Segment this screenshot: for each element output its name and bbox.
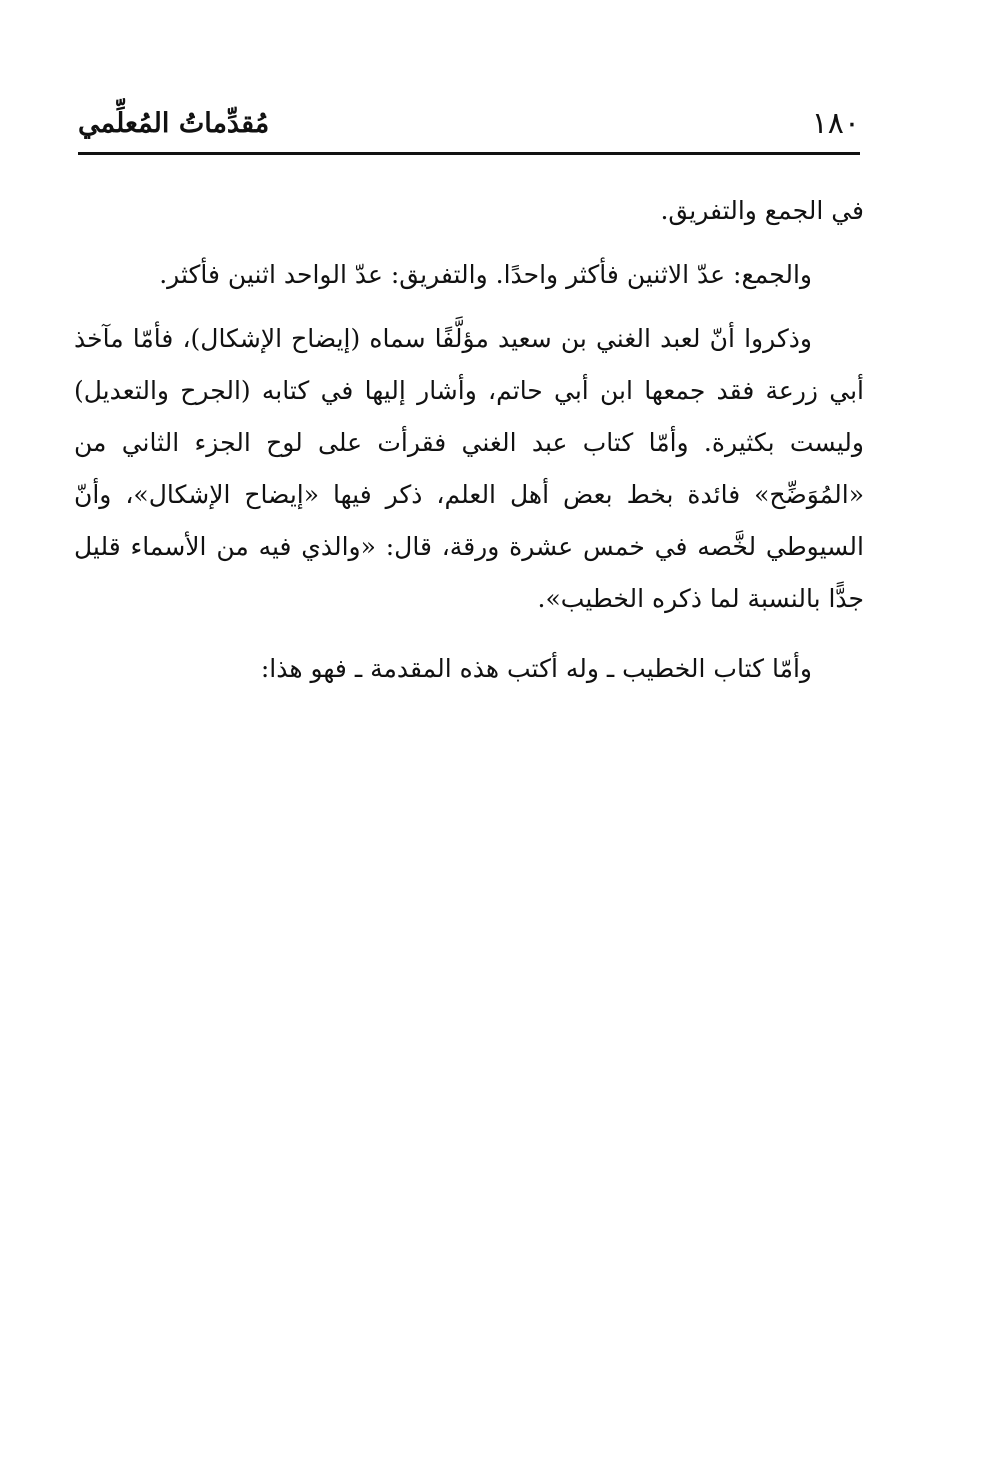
- body-text: [74, 185, 864, 707]
- page-header: [78, 100, 860, 155]
- running-title: مُقدِّماتُ المُعلِّمي: [78, 108, 270, 139]
- paragraph-1: في الجمع والتفريق.: [660, 196, 864, 225]
- paragraph-4: وأمّا كتاب الخطيب ـ وله أكتب هذه المقدمة ـ فهو هذا:: [260, 654, 812, 683]
- paragraph-2: والجمع: عدّ الاثنين فأكثر واحدًا. والتفريق: عدّ الواحد اثنين فأكثر.: [159, 260, 812, 289]
- paragraph-3: وذكروا أنّ لعبد الغني بن سعيد مؤلَّفًا سماه (إيضاح الإشكال)، فأمّا مآخذ أبي زرعة فقد جمعها ابن أبي حاتم، وأشار إليها في كتابه (الجرح والتعديل) وليست بكثيرة. وأمّا كتاب عبد الغني فقرأت على لوح الجزء الثاني من «المُوَضِّح» فائدة بخط بعض أهل العلم، ذكر فيها «إيضاح الإشكال»، وأنّ السيوطي لخَّصه في خمس عشرة ورقة، قال: «والذي فيه من الأسماء قليل جدًّا بالنسبة لما ذكره الخطيب».: [74, 324, 864, 613]
- page-number: ١٨٠: [811, 106, 860, 141]
